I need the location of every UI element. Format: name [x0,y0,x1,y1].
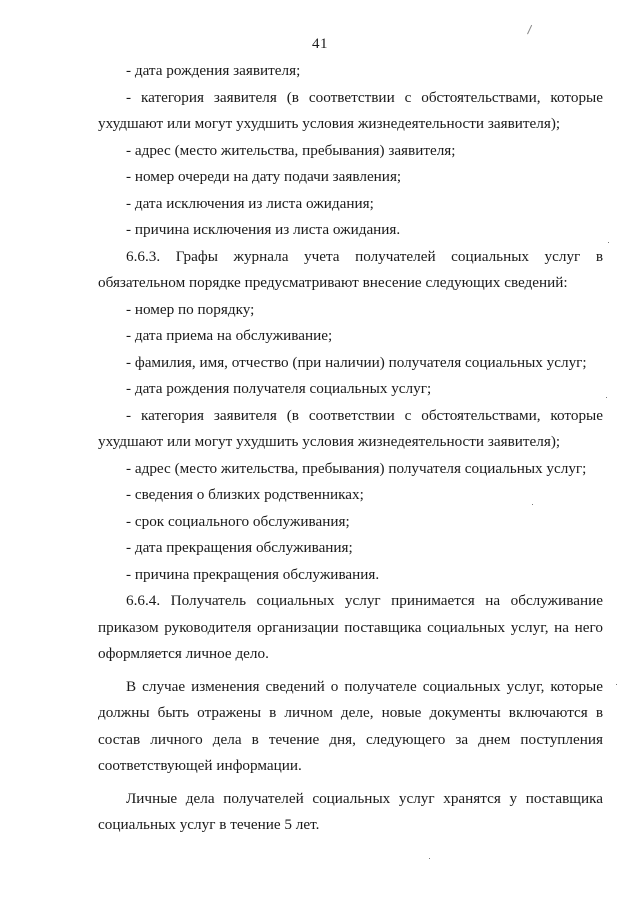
text-line: ухудшают или могут ухудшить условия жизнедеятельности заявителя); [98,115,561,132]
text-line: ухудшают или могут ухудшить условия жизнедеятельности заявителя); [98,433,561,450]
text-line: - категория заявителя (в соответствии с обстоятельствами, которые [126,88,603,106]
text-line: Личные дела получателей социальных услуг хранятся у поставщика [126,789,603,807]
scan-speck [606,397,607,398]
text-line: оформляется личное дело. [98,645,269,662]
page-number: 41 [312,36,328,52]
text-line: - категория заявителя (в соответствии с обстоятельствами, которые [126,406,603,424]
text-line: - дата приема на обслуживание; [126,327,333,344]
document-body [98,58,603,839]
text-line: приказом руководителя организации поставщика социальных услуг, на него [98,618,603,636]
text-line: - номер по порядку; [126,300,255,318]
text-line: 6.6.3. Графы журнала учета получателей социальных услуг в [126,247,603,265]
scan-mark [527,25,534,35]
text-line: - номер очереди на дату подачи заявления; [126,168,402,185]
text-line: социальных услуг в течение 5 лет. [98,816,320,833]
text-line: - дата рождения получателя социальных услуг; [126,380,432,397]
scan-speck [608,242,609,243]
text-line: - дата рождения заявителя; [126,62,301,79]
text-line: - дата исключения из листа ожидания; [126,194,374,212]
text-line: - сведения о близких родственниках; [126,486,364,503]
text-line: - фамилия, имя, отчество (при наличии) получателя социальных услуг; [126,353,587,371]
text-line: В случае изменения сведений о получателе социальных услуг, которые [126,677,603,695]
text-line: обязательном порядке предусматривают внесение следующих сведений: [98,274,568,291]
text-line: - адрес (место жительства, пребывания) заявителя; [126,141,456,159]
scan-speck [616,684,617,685]
text-line: - дата прекращения обслуживания; [126,539,353,556]
text-line: - срок социального обслуживания; [126,512,350,530]
text-line: соответствующей информации. [98,757,302,774]
text-line: состав личного дела в течение дня, следующего за днем поступления [98,730,603,748]
text-line: - причина прекращения обслуживания. [126,565,380,583]
scan-speck [532,504,533,505]
text-line: должны быть отражены в личном деле, новые документы включаются в [98,704,603,721]
scan-speck [429,858,430,859]
text-line: - причина исключения из листа ожидания. [126,221,401,238]
text-line: - адрес (место жительства, пребывания) получателя социальных услуг; [126,459,587,477]
text-line: 6.6.4. Получатель социальных услуг принимается на обслуживание [126,592,603,609]
